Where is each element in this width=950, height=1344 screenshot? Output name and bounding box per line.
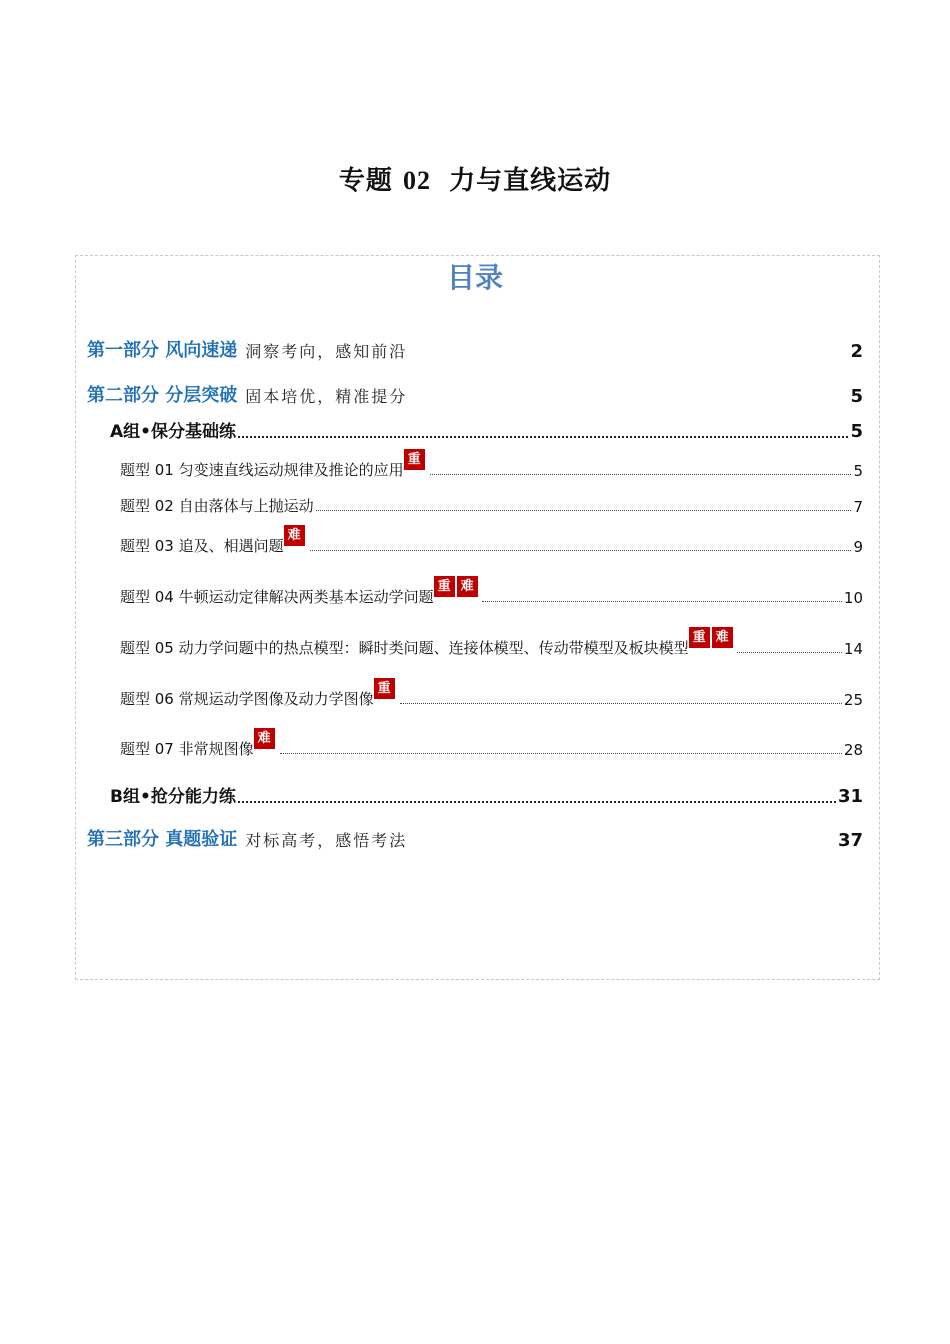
toc-item-07[interactable] [120,731,863,759]
page-number: 5 [850,421,863,442]
title-text: 力与直线运动 [449,166,612,196]
toc-frame [75,255,880,980]
toc-group-b[interactable] [110,781,863,807]
part-label: 第二部分 分层突破 [87,385,238,406]
item-label: 题型 07 非常规图像 难 [120,738,254,759]
page-number: 28 [843,741,863,759]
group-label: B组•抢分能力练 [110,787,236,807]
page-number: 5 [850,386,863,407]
toc-part-2[interactable] [87,381,863,407]
difficult-badge: 难 [284,525,305,546]
leader-dots [316,510,852,511]
leader-dots [310,550,852,551]
item-label: 题型 03 追及、相遇问题 难 [120,535,284,556]
difficult-badge: 难 [254,728,275,749]
leader-dots [400,703,842,704]
title-number: 02 [403,166,431,195]
page-number: 10 [843,589,863,607]
key-badge: 重 [434,576,455,597]
difficult-badge: 难 [712,627,733,648]
document-title [0,160,950,197]
leader-dots [280,753,842,754]
page-number: 7 [853,498,863,516]
page-number: 2 [850,341,863,362]
part-label: 第三部分 真题验证 [87,829,238,850]
toc-part-1[interactable] [87,336,863,362]
item-label: 题型 06 常规运动学图像及动力学图像 重 [120,688,374,709]
leader-dots [482,601,842,602]
part-subtitle: 对标高考，感悟考法 [245,831,408,850]
toc-item-01[interactable] [120,452,863,480]
difficult-badge: 难 [457,576,478,597]
page-number: 14 [843,640,863,658]
toc-item-06[interactable] [120,681,863,709]
title-prefix: 专题 [338,166,393,196]
toc-part-3[interactable] [87,825,863,851]
toc-item-04[interactable] [120,579,863,607]
part-label: 第一部分 风向速递 [87,340,238,361]
item-label: 题型 04 牛顿运动定律解决两类基本运动学问题 重 难 [120,586,434,607]
part-subtitle: 洞察考向，感知前沿 [245,342,408,361]
leader-dots [430,474,852,475]
toc-heading: 目录 [446,261,503,294]
page-number: 5 [853,462,863,480]
page-number: 37 [837,830,863,851]
key-badge: 重 [404,449,425,470]
key-badge: 重 [374,678,395,699]
key-badge: 重 [689,627,710,648]
item-label: 题型 01 匀变速直线运动规律及推论的应用 重 [120,459,404,480]
toc-item-05[interactable] [120,630,863,658]
toc-group-a[interactable] [110,416,863,442]
toc-item-02[interactable] [120,492,863,516]
group-label: A组•保分基础练 [110,422,237,442]
item-label: 题型 02 自由落体与上抛运动 [120,497,314,515]
leader-dots [737,652,842,653]
item-label: 题型 05 动力学问题中的热点模型：瞬时类问题、连接体模型、传动带模型及板块模型 重 难 [120,637,689,658]
toc-item-03[interactable] [120,528,863,556]
page-number: 25 [843,691,863,709]
leader-dots [238,436,848,438]
page-number: 9 [853,538,863,556]
leader-dots [238,801,836,803]
part-subtitle: 固本培优，精准提分 [245,387,408,406]
page-number: 31 [837,786,863,807]
